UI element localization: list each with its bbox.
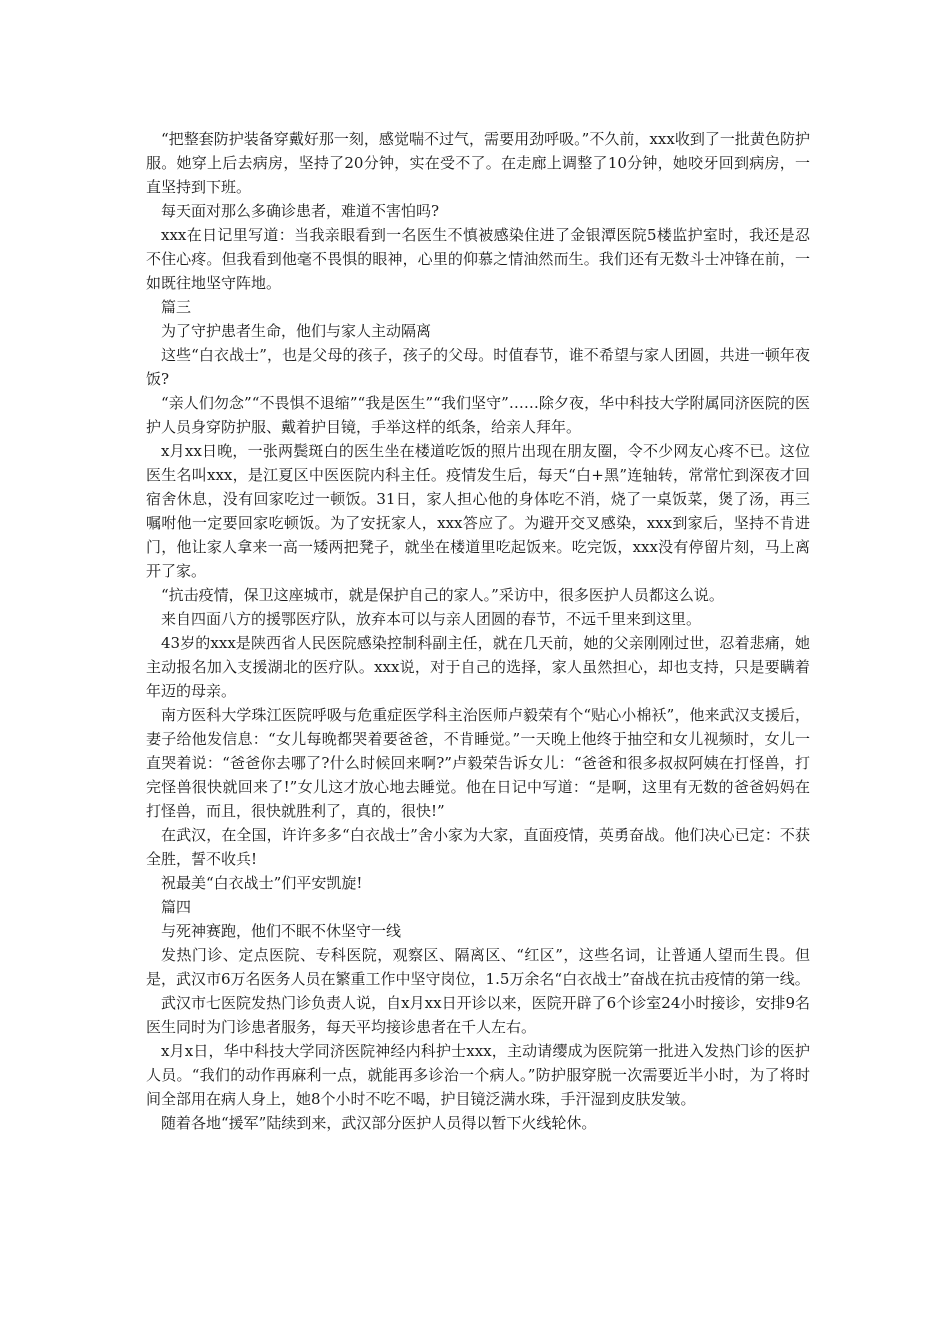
paragraph: 在武汉，在全国，许许多多“白衣战士”舍小家为大家，直面疫情，英勇奋战。他们决心已定：不获全胜，誓不收兵! <box>146 826 810 868</box>
paragraph: 43岁的xxx是陕西省人民医院感染控制科副主任，就在几天前，她的父亲刚刚过世，忍着悲痛，她主动报名加入支援湖北的医疗队。xxx说，对于自己的选择，家人虽然担心，却也支持，只是要瞒着年迈的母亲。 <box>146 634 810 700</box>
paragraph: 发热门诊、定点医院、专科医院，观察区、隔离区、“红区”，这些名词，让普通人望而生畏。但是，武汉市6万名医务人员在繁重工作中坚守岗位，1.5万余名“白衣战士”奋战在抗击疫情的第一线。 <box>146 946 810 988</box>
section-heading: 篇四 <box>161 898 192 916</box>
paragraph: 每天面对那么多确诊患者，难道不害怕吗? <box>161 202 440 220</box>
paragraph: 南方医科大学珠江医院呼吸与危重症医学科主治医师卢毅荣有个“贴心小棉袄”，他来武汉支援后，妻子给他发信息：“女儿每晚都哭着要爸爸，不肯睡觉。”一天晚上他终于抽空和女儿视频时，女儿一直哭着说：“爸爸你去哪了?什么时候回来啊?”卢毅荣告诉女儿：“爸爸和很多叔叔阿姨在打怪兽，打完怪兽很快就回来了!”女儿这才放心地去睡觉。他在日记中写道：“是啊，这里有无数的爸爸妈妈在打怪兽，而且，很快就胜利了，真的，很快!” <box>146 706 810 820</box>
paragraph: xxx在日记里写道：当我亲眼看到一名医生不慎被感染住进了金银潭医院5楼监护室时，我还是忍不住心疼。但我看到他毫不畏惧的眼神，心里的仰慕之情油然而生。我们还有无数斗士冲锋在前，一如既往地坚守阵地。 <box>146 226 810 292</box>
section-heading: 篇三 <box>161 298 192 316</box>
paragraph: “亲人们勿念”“不畏惧不退缩”“我是医生”“我们坚守”……除夕夜，华中科技大学附属同济医院的医护人员身穿防护服、戴着护目镜，手举这样的纸条，给亲人拜年。 <box>146 394 810 436</box>
paragraph: “抗击疫情，保卫这座城市，就是保护自己的家人。”采访中，很多医护人员都这么说。 <box>161 586 724 604</box>
paragraph: x月xx日晚，一张两鬓斑白的医生坐在楼道吃饭的照片出现在朋友圈，令不少网友心疼不已。这位医生名叫xxx，是江夏区中医医院内科主任。疫情发生后，每天“白+黑”连轴转，常常忙到深夜才回宿舍休息，没有回家吃过一顿饭。31日，家人担心他的身体吃不消，烧了一桌饭菜，煲了汤，再三嘱咐他一定要回家吃顿饭。为了安抚家人，xxx答应了。为避开交叉感染，xxx到家后，坚持不肯进门，他让家人拿来一高一矮两把凳子，就坐在楼道里吃起饭来。吃完饭，xxx没有停留片刻，马上离开了家。 <box>146 442 810 580</box>
paragraph: 武汉市七医院发热门诊负责人说，自x月xx日开诊以来，医院开辟了6个诊室24小时接诊，安排9名医生同时为门诊患者服务，每天平均接诊患者在千人左右。 <box>146 994 810 1036</box>
section-subtitle: 与死神赛跑，他们不眠不休坚守一线 <box>161 922 402 940</box>
paragraph: 来自四面八方的援鄂医疗队，放弃本可以与亲人团圆的春节，不远千里来到这里。 <box>161 610 702 628</box>
paragraph: 祝最美“白衣战士”们平安凯旋! <box>161 874 363 892</box>
section-subtitle: 为了守护患者生命，他们与家人主动隔离 <box>161 322 432 340</box>
paragraph: 这些“白衣战士”，也是父母的孩子，孩子的父母。时值春节，谁不希望与家人团圆，共进一顿年夜饭? <box>146 346 810 388</box>
paragraph: 随着各地“援军”陆续到来，武汉部分医护人员得以暂下火线轮休。 <box>161 1114 597 1132</box>
paragraph: x月x日，华中科技大学同济医院神经内科护士xxx，主动请缨成为医院第一批进入发热门诊的医护人员。“我们的动作再麻利一点，就能再多诊治一个病人。”防护服穿脱一次需要近半小时，为了将时间全部用在病人身上，她8个小时不吃不喝，护目镜泛满水珠，手汗湿到皮肤发皱。 <box>146 1042 810 1108</box>
paragraph: “把整套防护装备穿戴好那一刻，感觉喘不过气，需要用劲呼吸。”不久前，xxx收到了一批黄色防护服。她穿上后去病房，坚持了20分钟，实在受不了。在走廊上调整了10分钟，她咬牙回到病房，一直坚持到下班。 <box>146 130 810 196</box>
document-body <box>146 127 810 1135</box>
